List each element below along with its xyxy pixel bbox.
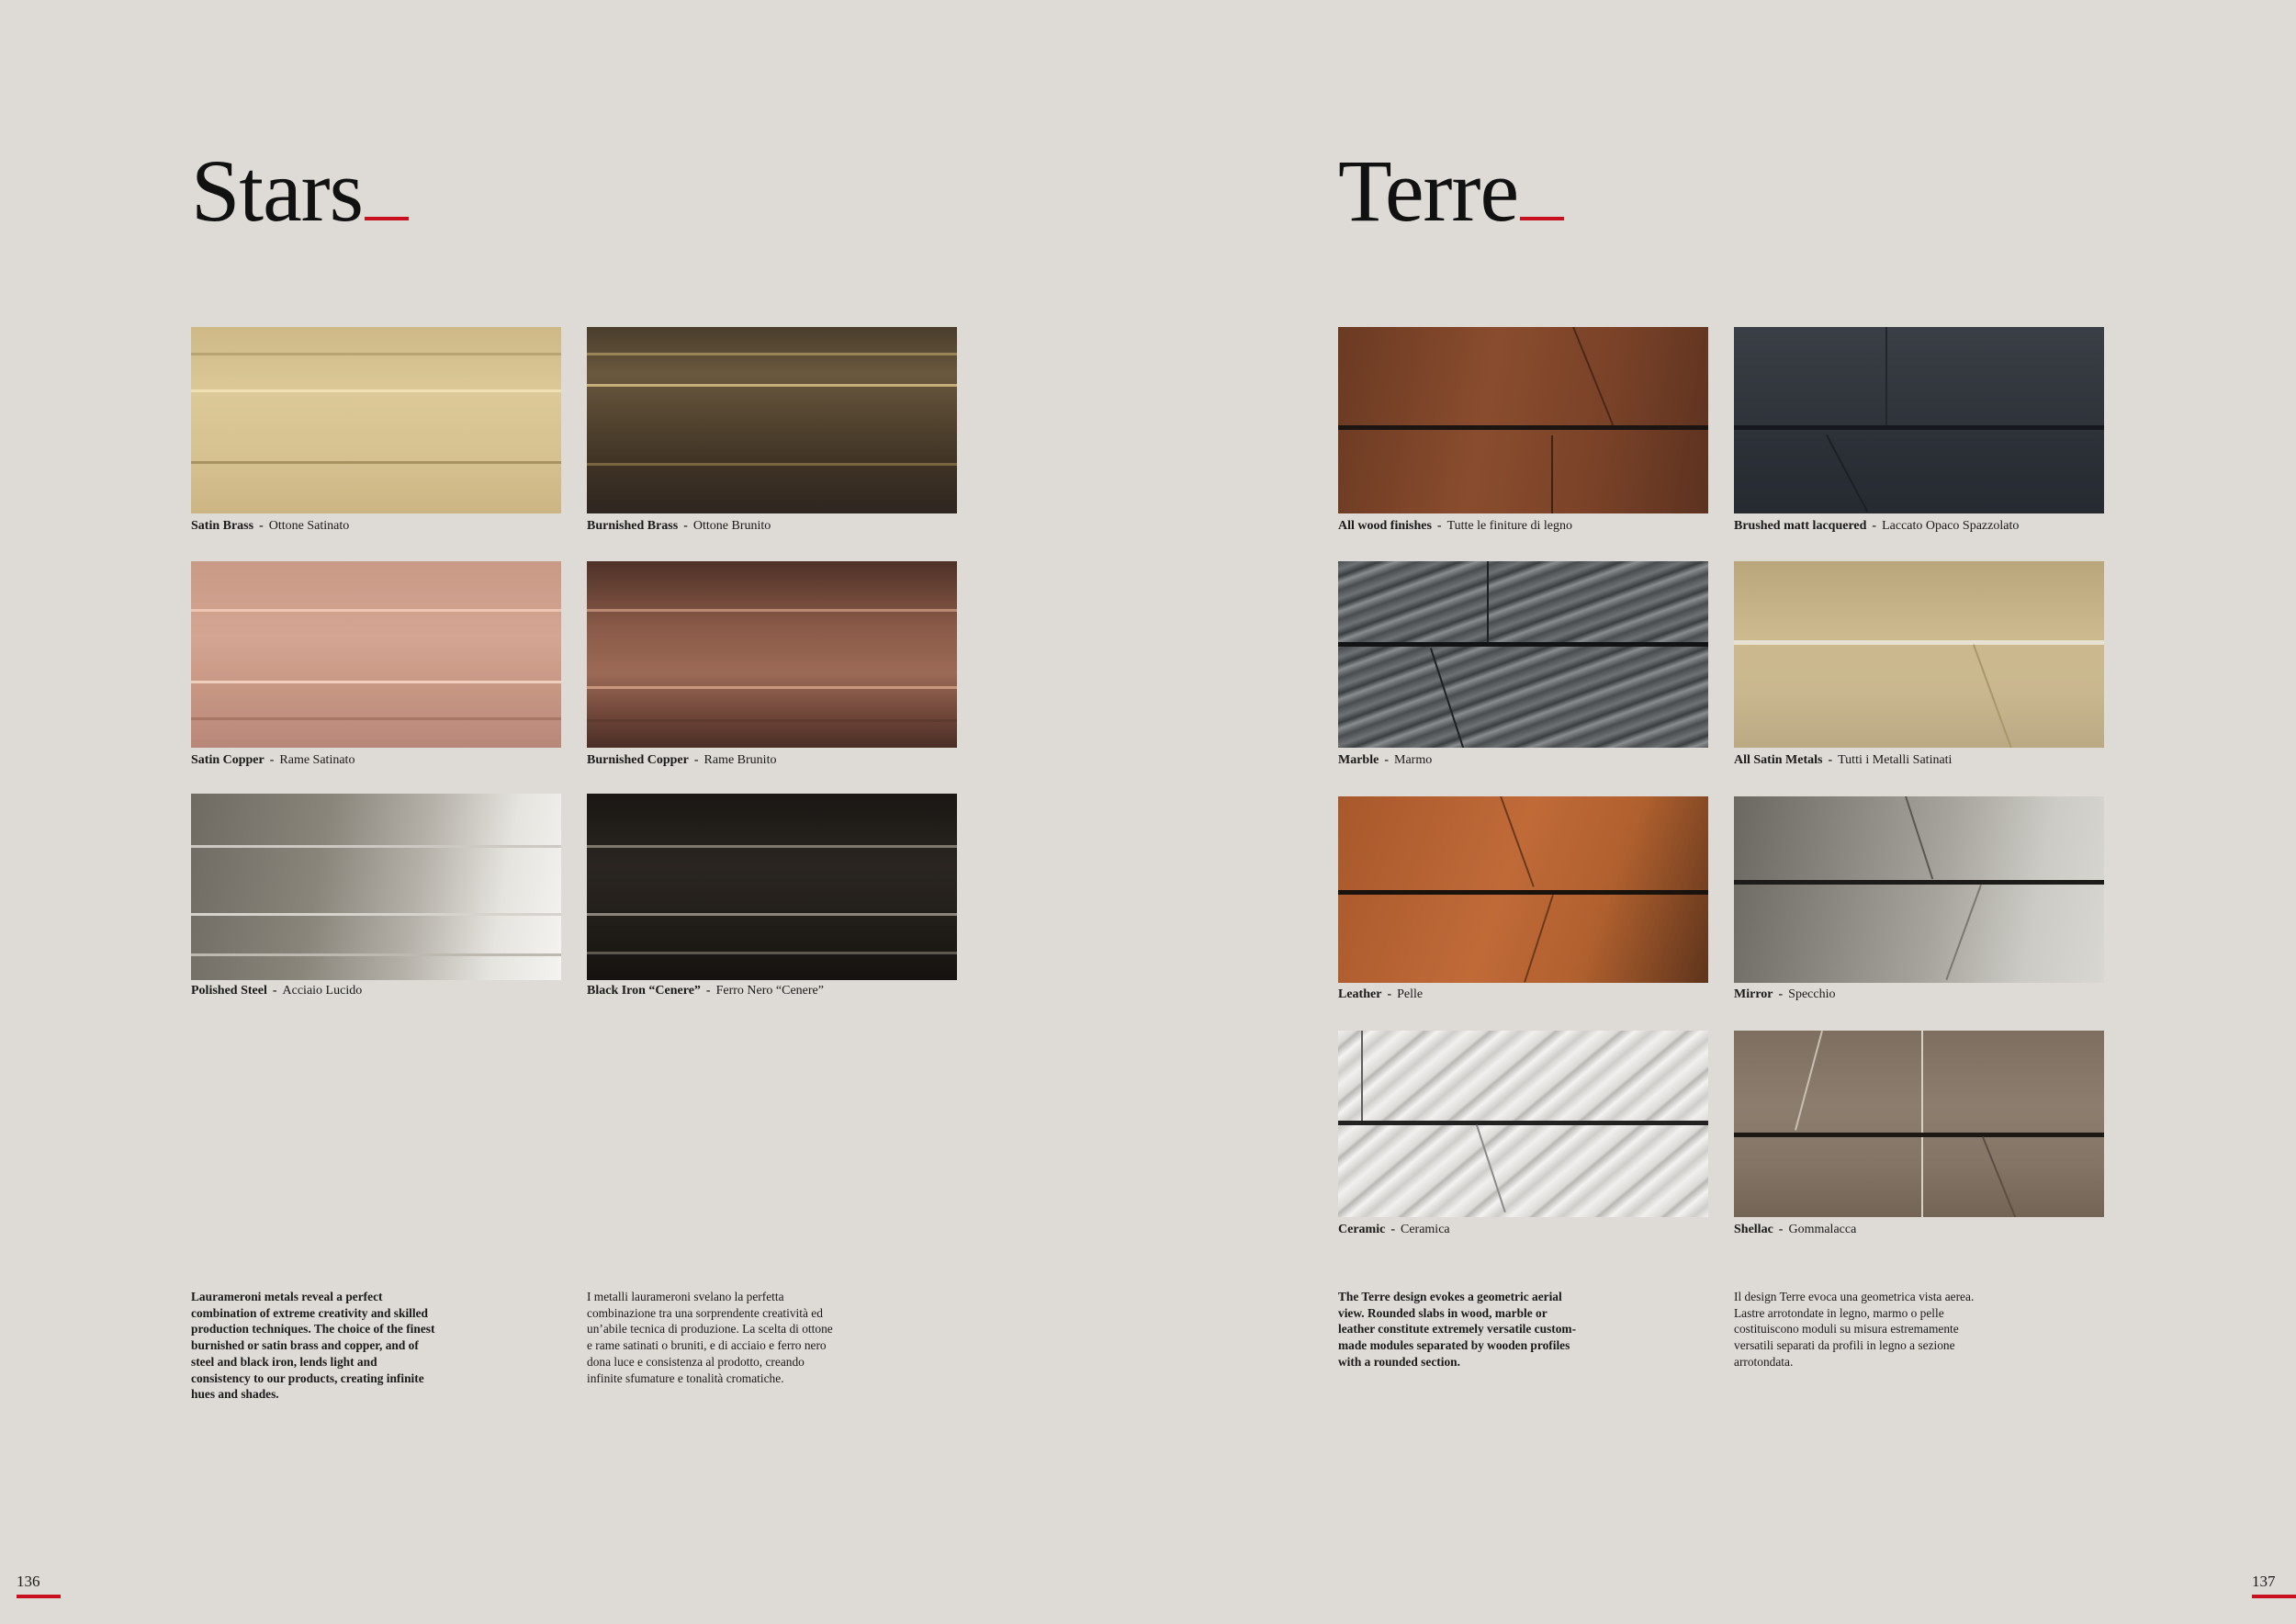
folio-accent-rule bbox=[2252, 1595, 2296, 1598]
caption-all-wood-finishes: All wood finishes - Tutte le finiture di legno bbox=[1338, 519, 1572, 533]
swatch-ceramic bbox=[1338, 1031, 1708, 1217]
caption-marble: Marble - Marmo bbox=[1338, 753, 1433, 767]
swatch-name-it: Gommalacca bbox=[1788, 1223, 1857, 1236]
swatch-name-it: Pelle bbox=[1397, 987, 1424, 1001]
swatch-name-it: Ferro Nero “Cenere” bbox=[715, 984, 824, 998]
swatch-burnished-copper bbox=[587, 561, 957, 748]
terre-text-en: The Terre design evokes a geometric aerial view. Rounded slabs in wood, marble or leather constitute extremely versatile custom-made modules separated by wooden profiles with a rounded section. bbox=[1338, 1290, 1577, 1369]
caption-all-satin-metals: All Satin Metals - Tutti i Metalli Satinati bbox=[1734, 753, 1953, 767]
swatch-name-en: Satin Copper bbox=[191, 753, 264, 767]
page-number-left bbox=[17, 1573, 61, 1598]
folio-accent-rule bbox=[17, 1595, 61, 1598]
caption-black-iron-cenere: Black Iron “Cenere” - Ferro Nero “Cenere” bbox=[587, 984, 824, 998]
page-number-right bbox=[2252, 1573, 2296, 1598]
page-number-left-text: 136 bbox=[17, 1573, 40, 1590]
swatch-name-it: Ceramica bbox=[1400, 1223, 1450, 1236]
stars-title-text: Stars bbox=[191, 141, 363, 240]
page-number-right-text: 137 bbox=[2252, 1573, 2276, 1590]
terre-text-it: Il design Terre evoca una geometrica vista aerea. Lastre arrotondate in legno, marmo o pelle costituiscono moduli su misura estremamente versatili separati da profili in legno a sezione arrotondata. bbox=[1734, 1290, 1975, 1369]
caption-brushed-matt-lacquered: Brushed matt lacquered - Laccato Opaco Spazzolato bbox=[1734, 519, 2020, 533]
swatch-name-en: Satin Brass bbox=[191, 519, 254, 533]
swatch-name-en: All wood finishes bbox=[1338, 519, 1432, 533]
swatch-name-en: Burnished Copper bbox=[587, 753, 689, 767]
swatch-name-it: Laccato Opaco Spazzolato bbox=[1882, 519, 2020, 533]
stars-text-en: Laurameroni metals reveal a perfect combination of extreme creativity and skilled production techniques. The choice of the finest burnished or satin brass and copper, and of steel and black iron, lends light and consistency to our products, creating infinite hues and shades. bbox=[191, 1290, 435, 1402]
swatch-name-en: Marble bbox=[1338, 753, 1379, 767]
title-accent-underscore bbox=[365, 217, 409, 220]
swatch-name-en: Shellac bbox=[1734, 1223, 1773, 1236]
caption-satin-copper: Satin Copper - Rame Satinato bbox=[191, 753, 355, 767]
swatch-name-it: Rame Brunito bbox=[703, 753, 777, 767]
caption-satin-brass: Satin Brass - Ottone Satinato bbox=[191, 519, 350, 533]
swatch-polished-steel bbox=[191, 794, 561, 980]
swatch-shellac bbox=[1734, 1031, 2104, 1217]
swatch-name-en: Black Iron “Cenere” bbox=[587, 984, 701, 998]
swatch-marble bbox=[1338, 561, 1708, 748]
caption-ceramic: Ceramic - Ceramica bbox=[1338, 1223, 1450, 1236]
swatch-name-en: Mirror bbox=[1734, 987, 1773, 1001]
swatch-name-it: Tutte le finiture di legno bbox=[1446, 519, 1572, 533]
swatch-name-en: Leather bbox=[1338, 987, 1382, 1001]
swatch-name-it: Ottone Brunito bbox=[692, 519, 771, 533]
swatch-mirror bbox=[1734, 796, 2104, 983]
swatch-name-en: All Satin Metals bbox=[1734, 753, 1823, 767]
caption-burnished-copper: Burnished Copper - Rame Brunito bbox=[587, 753, 777, 767]
caption-leather: Leather - Pelle bbox=[1338, 987, 1424, 1001]
swatch-all-satin-metals bbox=[1734, 561, 2104, 748]
stars-title bbox=[191, 141, 409, 240]
swatch-leather bbox=[1338, 796, 1708, 983]
terre-title-text: Terre bbox=[1338, 141, 1519, 240]
caption-mirror: Mirror - Specchio bbox=[1734, 987, 1836, 1001]
swatch-name-it: Rame Satinato bbox=[279, 753, 355, 767]
swatch-black-iron-cenere bbox=[587, 794, 957, 980]
swatch-satin-brass bbox=[191, 327, 561, 513]
caption-polished-steel: Polished Steel - Acciaio Lucido bbox=[191, 984, 363, 998]
swatch-name-en: Brushed matt lacquered bbox=[1734, 519, 1867, 533]
swatch-name-en: Polished Steel bbox=[191, 984, 267, 998]
swatch-name-it: Ottone Satinato bbox=[268, 519, 350, 533]
stars-text-it: I metalli laurameroni svelano la perfetta combinazione tra una sorprendente creatività ed un’abile tecnica di produzione. La scelta di ottone e rame satinati o bruniti, e di acciaio e ferro nero dona luce e consistenza al prodotto, creando infinite sfumature e tonalità cromatiche. bbox=[587, 1290, 833, 1385]
swatch-all-wood-finishes bbox=[1338, 327, 1708, 513]
terre-title bbox=[1338, 141, 1564, 240]
title-accent-underscore bbox=[1520, 217, 1564, 220]
swatch-name-it: Acciaio Lucido bbox=[282, 984, 363, 998]
swatch-satin-copper bbox=[191, 561, 561, 748]
caption-burnished-brass: Burnished Brass - Ottone Brunito bbox=[587, 519, 771, 533]
swatch-name-it: Tutti i Metalli Satinati bbox=[1838, 753, 1953, 767]
swatch-name-en: Ceramic bbox=[1338, 1223, 1386, 1236]
caption-shellac: Shellac - Gommalacca bbox=[1734, 1223, 1857, 1236]
swatch-brushed-matt-lacquered bbox=[1734, 327, 2104, 513]
swatch-name-it: Marmo bbox=[1394, 753, 1433, 767]
swatch-name-it: Specchio bbox=[1788, 987, 1836, 1001]
swatch-burnished-brass bbox=[587, 327, 957, 513]
swatch-name-en: Burnished Brass bbox=[587, 519, 679, 533]
